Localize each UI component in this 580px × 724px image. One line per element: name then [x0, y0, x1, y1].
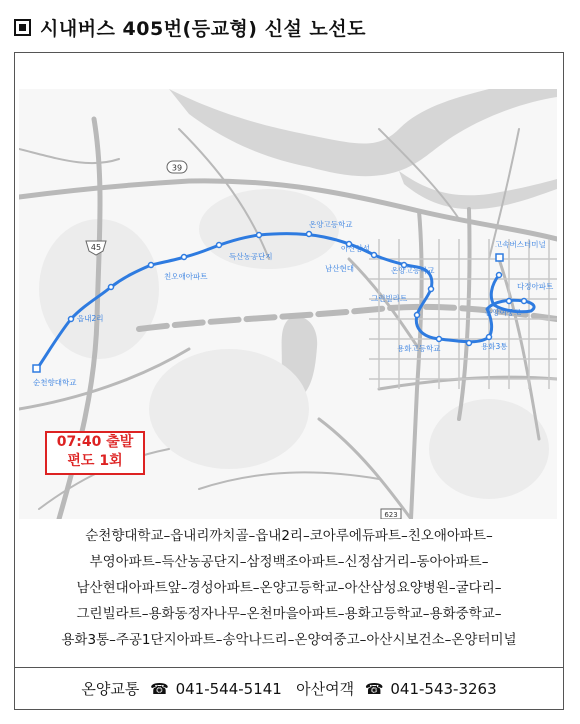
stop-list-line: 그린빌라트–용화동정자나무–온천마을아파트–용화고등학교–용화중학교–	[76, 606, 502, 622]
phone-1: 041-544-5141	[175, 680, 282, 698]
stop-label-chinoae: 친오애아파트	[164, 272, 208, 281]
stop-label-onyang-hs: 온양고등학교	[309, 220, 353, 229]
page-title	[14, 14, 366, 41]
departure-badge	[45, 431, 145, 475]
stop-label-onyang-high2: 온양고등학교	[391, 266, 435, 275]
stop-list-line: 용화3통–주공1단지아파트–송악나드리–온양여중고–아산시보건소–온양터미널	[61, 632, 517, 648]
telephone-icon: ☎	[150, 680, 169, 698]
terminal-bus-stop-icon	[496, 254, 503, 261]
stop-list-line: 순천향대학교–읍내리까치골–읍내2리–코아루에듀파트–친오애아파트–	[85, 528, 493, 544]
stop-label-asan-samsung: 아산삼성	[341, 244, 370, 253]
company-1: 온양교통	[81, 680, 140, 698]
hill-area	[149, 349, 309, 469]
stop-list-line: 남산현대아파트앞–경성아파트–온양고등학교–아산삼성요양병원–굴다리–	[76, 580, 502, 596]
stop-label-yonghwa-hs: 용화고등학교	[397, 344, 441, 353]
road-badge-45-label: 45	[90, 243, 102, 252]
departure-time: 07:40 출발	[56, 434, 134, 450]
telephone-icon: ☎	[364, 680, 384, 698]
stop-label-onyang-ms: 온양여중고	[485, 308, 522, 317]
square-bullet-icon	[14, 19, 31, 36]
stop-label-namsan: 남산현대	[325, 264, 354, 273]
road-badge-39-label: 39	[171, 163, 183, 173]
road-badge-623	[381, 509, 401, 519]
road-badge-623-label: 623	[384, 511, 398, 519]
contact-bar	[15, 667, 563, 710]
departure-trips: 편도 1회	[67, 453, 123, 469]
stop-label-yonghwa3: 용화3통	[481, 342, 508, 351]
phone-2: 041-543-3263	[390, 680, 497, 698]
road-badge-39	[167, 161, 187, 173]
stop-label-origin: 순천향대학교	[33, 378, 77, 387]
stop-label-eupnae2ri: 읍내2리	[77, 314, 104, 323]
stop-label-deuksan: 득산농공단지	[229, 252, 273, 261]
stop-list	[15, 523, 563, 653]
origin-bus-stop-icon	[33, 365, 40, 372]
page-title-text: 시내버스 405번(등교형) 신설 노선도	[40, 18, 366, 40]
stop-list-line: 부영아파트–득산농공단지–삼정백조아파트–신정삼거리–동아아파트–	[89, 554, 489, 570]
stop-label-greenvilla: 그린빌라트	[371, 294, 408, 303]
stop-label-terminal: 고속버스터미널	[495, 240, 546, 249]
company-2: 아산여객	[296, 680, 355, 698]
stop-label-danam: 다정아파트	[517, 282, 554, 291]
hill-area	[429, 399, 549, 499]
route-panel	[14, 52, 564, 710]
